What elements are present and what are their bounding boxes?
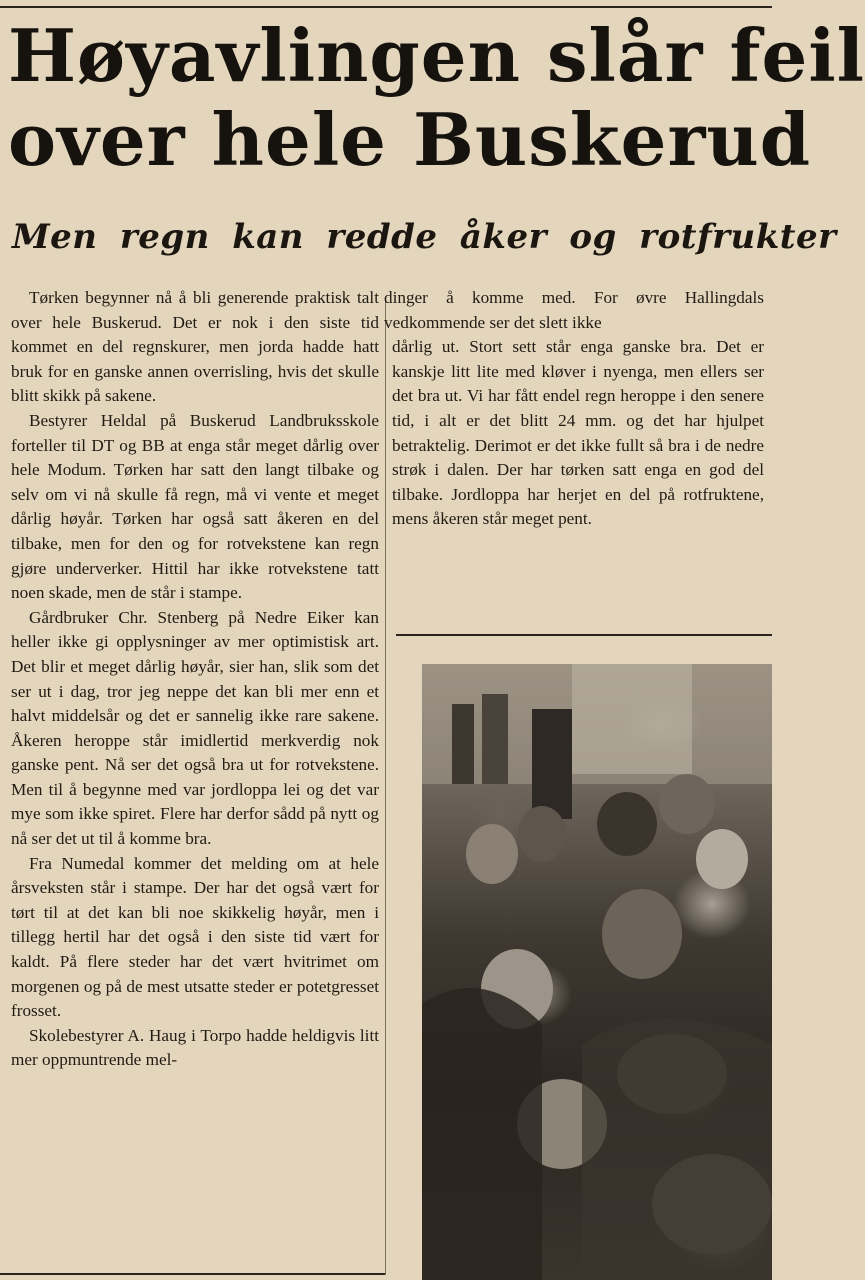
column-divider bbox=[385, 300, 386, 1275]
paragraph-continued-rest: dårlig ut. Stort sett står enga ganske bra. Det er kanskje litt lite med kløver i nyenga, men ellers ser det bra ut. Vi har fått endel regn heroppe i den senere tid, i alt er det blitt 24 mm. og det har hjulpet betraktelig. Derimot er det ikke fullt så bra i de nedre strøk i dalen. Der har tørken satt enga en god del tilbake. Jordloppa har herjet en del på rotfruktene, mens åkeren står meget pent. bbox=[392, 337, 764, 529]
left-column bbox=[11, 286, 379, 1073]
crowd-photo bbox=[422, 664, 772, 1280]
paragraph-5: Skolebestyrer A. Haug i Torpo hadde heldigvis litt mer oppmuntrende mel- bbox=[11, 1025, 379, 1070]
headline-line-2: over hele Buskerud bbox=[8, 97, 812, 182]
subheadline: Men regn kan redde åker og rotfrukter bbox=[12, 217, 837, 257]
crowd-photo-figures bbox=[422, 664, 772, 1280]
paragraph-4: Fra Numedal kommer det melding om at hele årsveksten står i stampe. Der har det også vært for tørt til at det kan bli noe skikkelig høyår, men i tillegg hertil har det også i den siste tid vært for kaldt. På flere steder har det vært hvitrimet om morgenen og på de mest utsatte steder er potetgresset frosset. bbox=[11, 853, 379, 1021]
right-column-rule bbox=[396, 634, 772, 636]
bottom-rule bbox=[0, 1273, 385, 1275]
paragraph-1: Tørken begynner nå å bli generende praktisk talt over hele Buskerud. Det er nok i den siste tid kommet en del regnskurer, men jorda hadde hatt bruk for en ganske annen overrisling, hvis det skulle blitt skikk på sakene. bbox=[11, 288, 379, 406]
paragraph-continued: dinger å komme med. For øvre Hallingdals vedkommende ser det slett ikke bbox=[384, 288, 764, 332]
headline bbox=[8, 13, 865, 182]
headline-line-1: Høyavlingen slår feil bbox=[8, 13, 865, 98]
paragraph-2: Bestyrer Heldal på Buskerud Landbruksskole forteller til DT og BB at enga står meget dårlig over hele Modum. Tørken har satt den langt tilbake og selv om vi nå skulle få regn, må vi vente et meget dårlig høyår. Tørken har også satt åkeren en del tilbake, men for den og for rotvekstene kan regn gjøre underverker. Hittil har ikke rotvekstene tatt noen skade, men de står i stampe. bbox=[11, 410, 379, 603]
right-column bbox=[384, 286, 764, 532]
top-rule bbox=[0, 6, 772, 8]
paragraph-3: Gårdbruker Chr. Stenberg på Nedre Eiker kan heller ikke gi opplysninger av mer optimistisk art. Det blir et meget dårlig høyår, sier han, slik som det ser ut i dag, tror jeg neppe det kan bli mer enn et halvt middelsår og det er sannelig ikke rare sakene. Åkeren heroppe står imidlertid merkverdig nok ganske pent. Nå ser det også bra ut for rotvekstene. Men til å begynne med var jordloppa lei og det var mye som ikke spiret. Flere har derfor sådd på nytt og nå ser det ut til å komme bra. bbox=[11, 607, 379, 849]
